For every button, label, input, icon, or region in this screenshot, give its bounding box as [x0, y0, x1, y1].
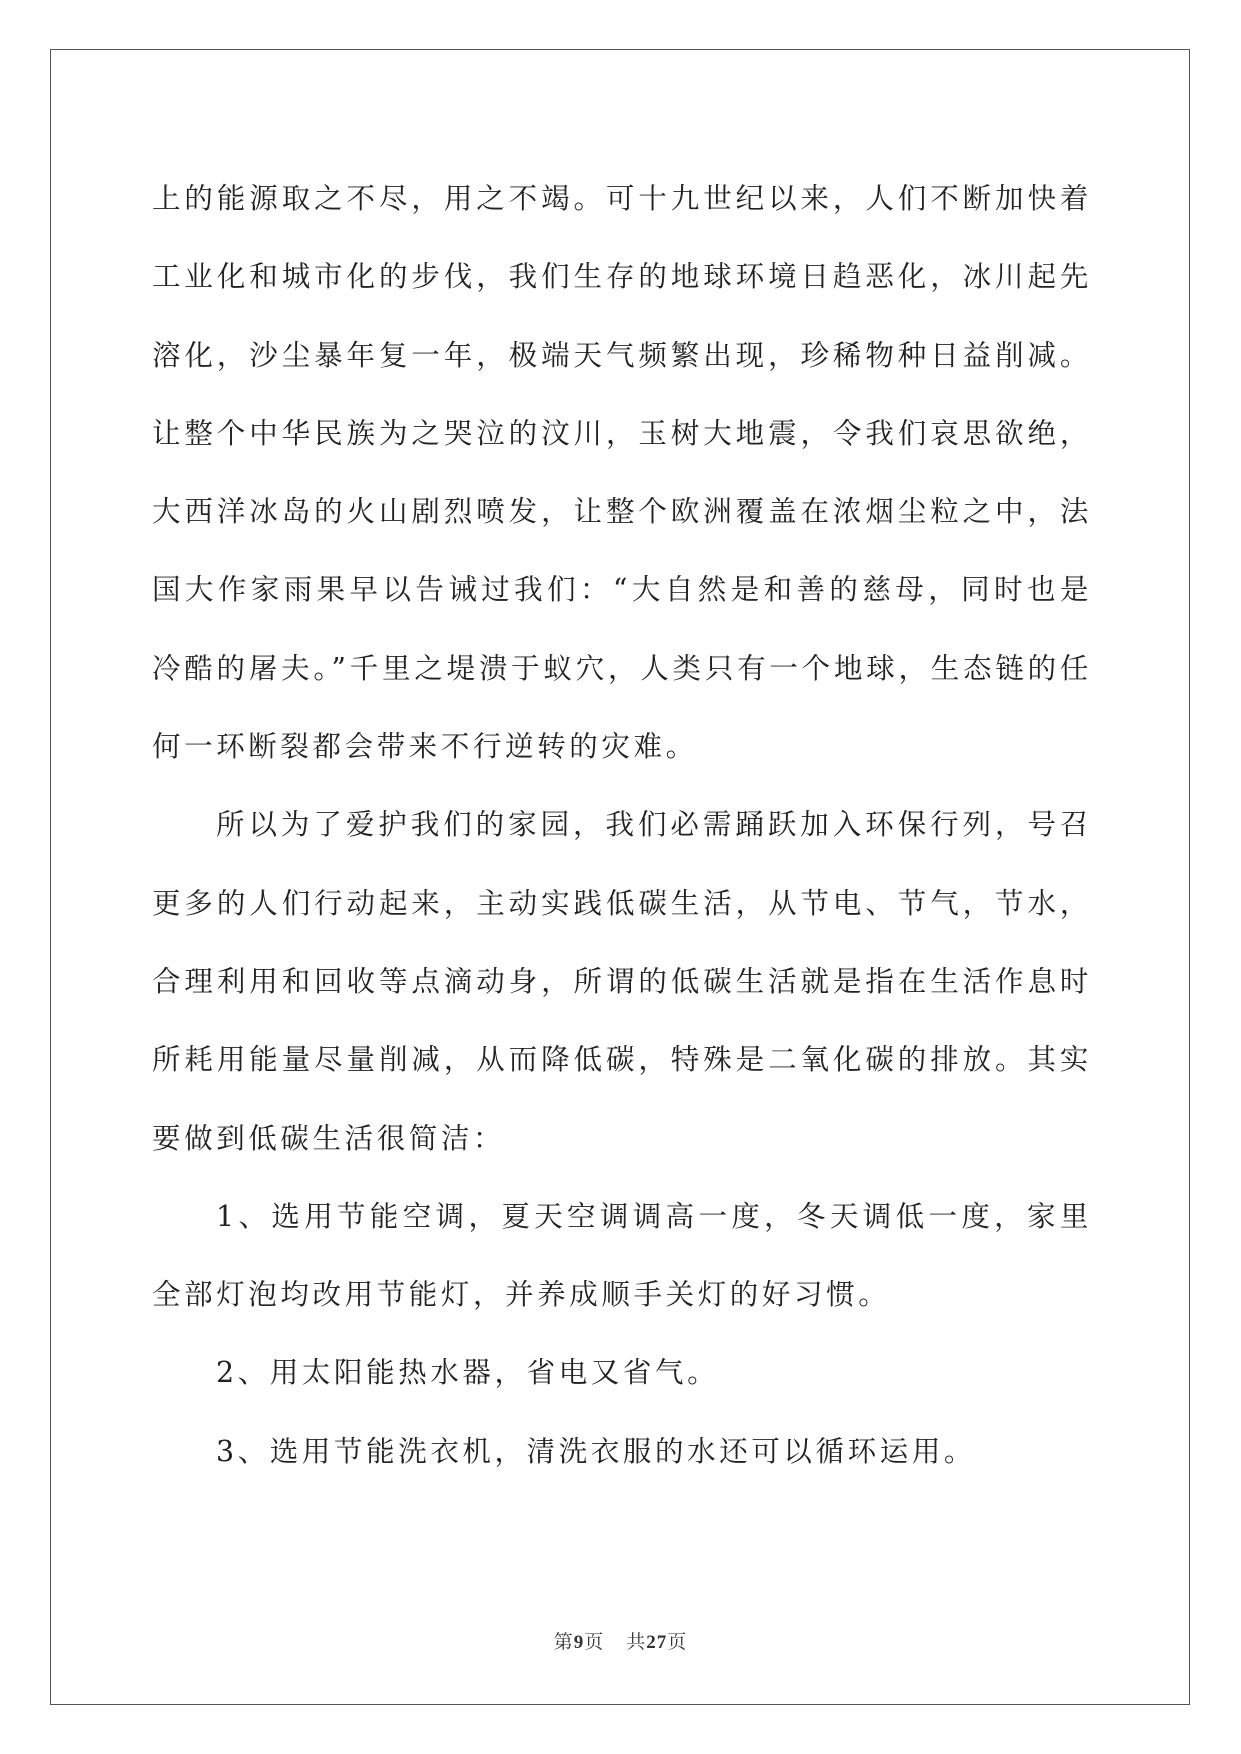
page-footer — [0, 1627, 1241, 1654]
footer-total-pages: 27 — [646, 1632, 668, 1653]
list-item-3: 3、选用节能洗衣机，清洗衣服的水还可以循环运用。 — [216, 1434, 977, 1468]
footer-total-prefix: 共 — [626, 1631, 647, 1653]
footer-page-number: 9 — [573, 1632, 585, 1653]
footer-page-suffix: 页 — [584, 1631, 605, 1653]
footer-total-suffix: 页 — [667, 1631, 688, 1653]
document-body — [152, 160, 1092, 1491]
paragraph-1: 上的能源取之不尽，用之不竭。可十九世纪以来，人们不断加快着工业化和城市化的步伐，我们生存的地球环境日趋恶化，冰川起先溶化，沙尘暴年复一年，极端天气频繁出现，珍稀物种日益削减。让整个中华民族为之哭泣的汶川，玉树大地震，令我们哀思欲绝，大西洋冰岛的火山剧烈喷发，让整个欧洲覆盖在浓烟尘粒之中，法国大作家雨果早以告诫过我们：“大自然是和善的慈母，同时也是冷酷的屠夫。”千里之堤溃于蚁穴，人类只有一个地球，生态链的任何一环断裂都会带来不行逆转的灾难。 — [152, 182, 1092, 764]
paragraph-2: 所以为了爱护我们的家园，我们必需踊跃加入环保行列，号召更多的人们行动起来，主动实践低碳生活，从节电、节气，节水，合理利用和回收等点滴动身，所谓的低碳生活就是指在生活作息时所耗用能量尽量削减，从而降低碳，特殊是二氧化碳的排放。其实要做到低碳生活很简洁： — [152, 808, 1092, 1155]
list-item-1: 1、选用节能空调，夏天空调调高一度，冬天调低一度，家里全部灯泡均改用节能灯，并养成顺手关灯的好习惯。 — [152, 1199, 1092, 1312]
footer-page-prefix: 第 — [553, 1631, 574, 1653]
list-item-2: 2、用太阳能热水器，省电又省气。 — [216, 1356, 720, 1390]
